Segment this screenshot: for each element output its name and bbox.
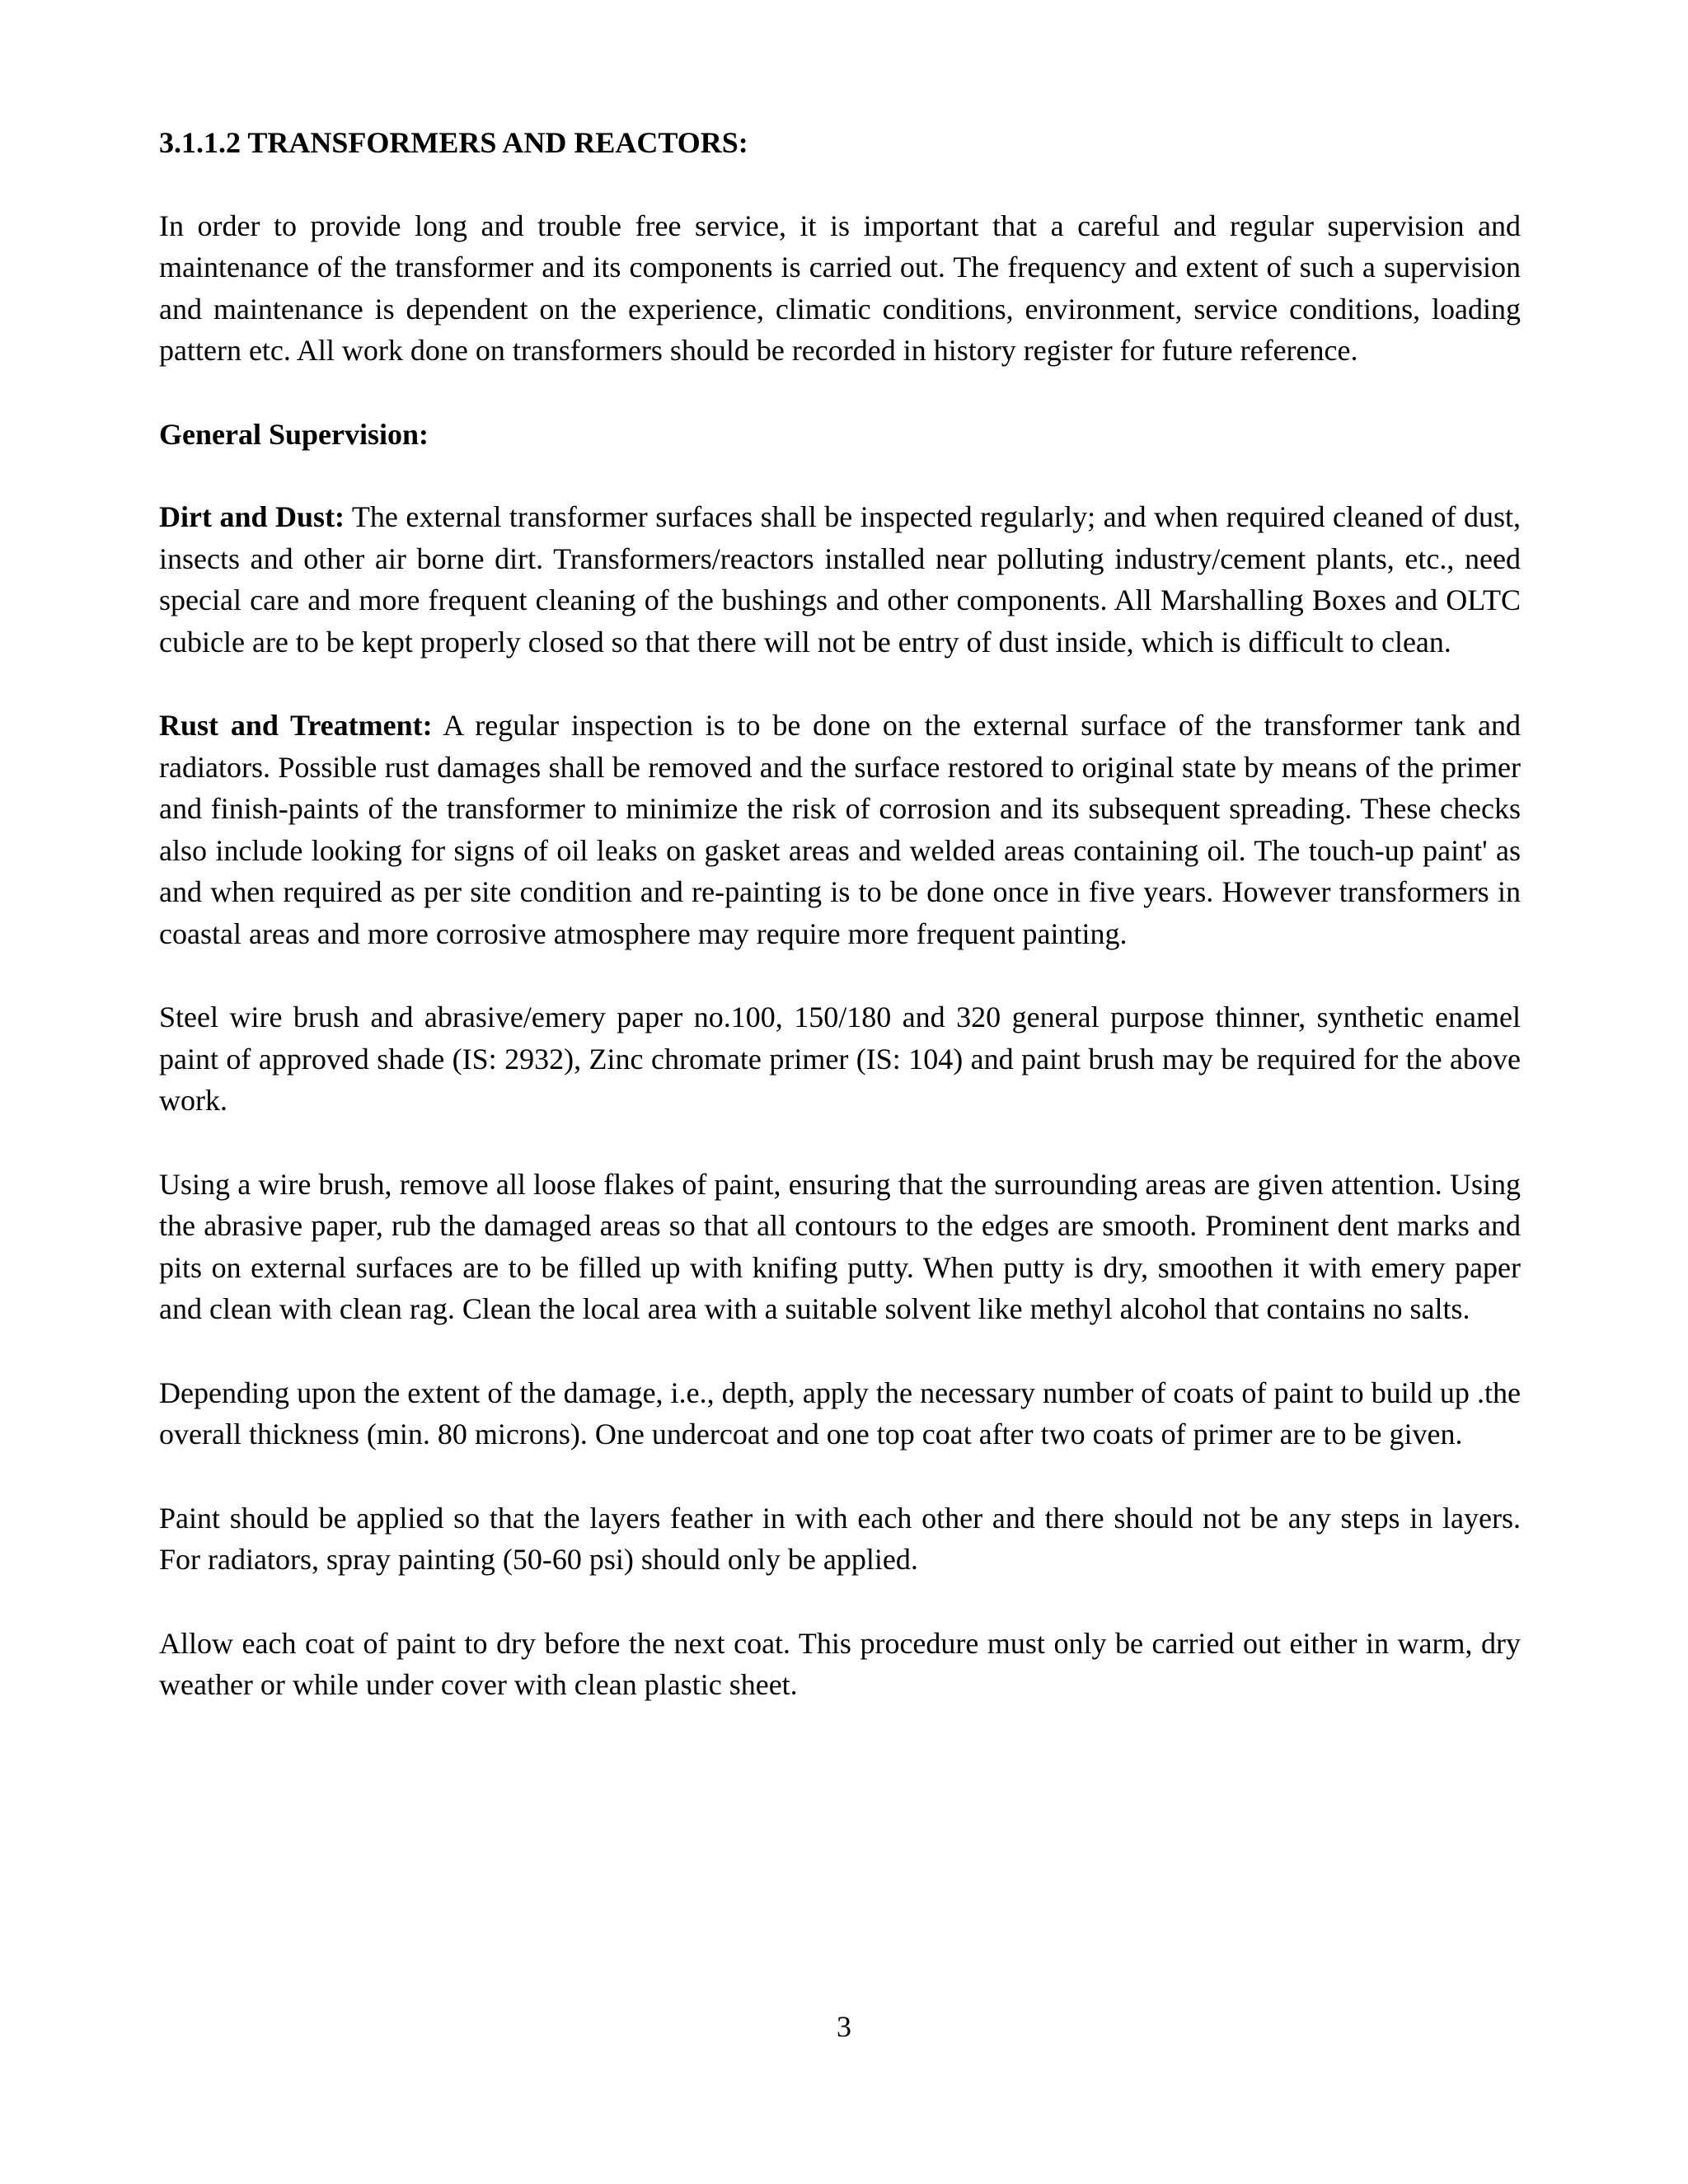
intro-paragraph: In order to provide long and trouble free service, it is important that a careful and regular supervision and maintenance of the transformer and its components is carried out. The frequency and extent of such a supervision and maintenance is dependent on the experience, climatic conditions, environment, service conditions, loading pattern etc. All work done on transformers should be recorded in history register for future reference. bbox=[159, 209, 1521, 367]
materials-paragraph: Steel wire brush and abrasive/emery paper no.100, 150/180 and 320 general purpose thinner, synthetic enamel paint of approved shade (IS: 2932), Zinc chromate primer (IS: 104) and paint brush may be required for the above work. bbox=[159, 1001, 1521, 1117]
rust-and-treatment-lead: Rust and Treatment: bbox=[159, 709, 433, 742]
page-number: 3 bbox=[837, 2010, 851, 2043]
coats-paragraph: Depending upon the extent of the damage, i.e., depth, apply the necessary number of coats of paint to build up .the overall thickness (min. 80 microns). One undercoat and one top coat after two coats of primer are to be given. bbox=[159, 1376, 1521, 1451]
dirt-and-dust-lead: Dirt and Dust: bbox=[159, 500, 345, 533]
section-heading: 3.1.1.2 TRANSFORMERS AND REACTORS: bbox=[159, 126, 748, 159]
drying-paragraph: Allow each coat of paint to dry before the next coat. This procedure must only be carried out either in warm, dry weather or while under cover with clean plastic sheet. bbox=[159, 1626, 1521, 1701]
dirt-and-dust-paragraph bbox=[159, 496, 1521, 663]
document-body bbox=[159, 122, 1521, 1748]
rust-and-treatment-text: A regular inspection is to be done on the external surface of the transformer tank and radiators. Possible rust damages shall be removed and the surface restored to original state by means of the primer and finish-paints of the transformer to minimize the risk of corrosion and its subsequent spreading. These checks also include looking for signs of oil leaks on gasket areas and welded areas containing oil. The touch-up paint' as and when required as per site condition and re-painting is to be done once in five years. However transformers in coastal areas and more corrosive atmosphere may require more frequent painting. bbox=[159, 709, 1521, 950]
dirt-and-dust-text: The external transformer surfaces shall be inspected regularly; and when required cleaned of dust, insects and other air borne dirt. Transformers/reactors installed near polluting industry/cement plants, etc., need special care and more frequent cleaning of the bushings and other components. All Marshalling Boxes and OLTC cubicle are to be kept properly closed so that there will not be entry of dust inside, which is difficult to clean. bbox=[159, 500, 1521, 658]
wire-brush-paragraph: Using a wire brush, remove all loose flakes of paint, ensuring that the surrounding areas are given attention. Using the abrasive paper, rub the damaged areas so that all contours to the edges are smooth. Prominent dent marks and pits on external surfaces are to be filled up with knifing putty. When putty is dry, smoothen it with emery paper and clean with clean rag. Clean the local area with a suitable solvent like methyl alcohol that contains no salts. bbox=[159, 1167, 1521, 1325]
rust-and-treatment-paragraph bbox=[159, 705, 1521, 954]
layers-paragraph: Paint should be applied so that the layers feather in with each other and there should not be any steps in layers. For radiators, spray painting (50-60 psi) should only be applied. bbox=[159, 1501, 1521, 1576]
general-supervision-heading: General Supervision: bbox=[159, 417, 429, 451]
